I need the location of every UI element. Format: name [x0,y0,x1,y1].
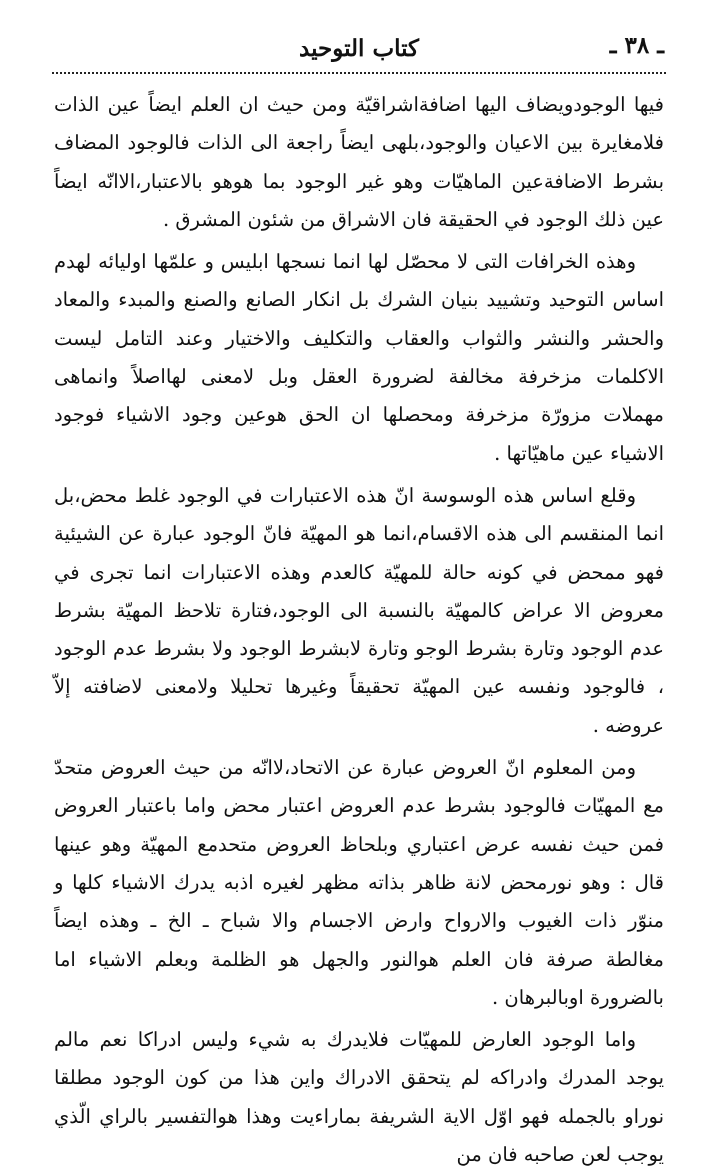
paragraph-1: فيها الوجودويضاف اليها اضافةاشراقيّة ومن حيث ان العلم ايضاً عين الذات فلامغايرة بين الاعيان والوجود،بلهى ايضاً راجعة الى الذات فالوجود المضاف بشرط الاضافةعين الماهيّات وهو غير الوجود بما هوهو بالاعتبار،الاانّه ايضاً عين ذلك الوجود في الحقيقة فان الاشراق من شئون المشرق . [54,93,664,231]
paragraph-5: واما الوجود العارض للمهيّات فلايدرك به شيء وليس ادراكا نعم مالم يوجد المدرك وادراكه لم يتحقق الادراك واين هذا من كون الوجود مطلقا نوراو بالجمله فهو اوّل الاية الشريفة بماراءيت وهذا هوالتفسير بالراي الّذي يوجب لعن صاحبه فان من [54,1028,664,1167]
paragraph-2: وهذه الخرافات التى لا محصّل لها انما نسجها ابليس و علمّها اوليائه لهدم اساس التوحيد وتشييد بنيان الشرك بل انكار الصانع والصنع والمبدء والمعاد والحشر والنشر والثواب والعقاب والتكليف والاختيار وعند التامل ليست الاكلمات مزخرفة مخالفة لضرورة العقل وبل لامعنى لهااصلاً وانماهى مهملات مزورّة مزخرفة ومحصلها ان الحق هوعين وجود الاشياء فوجود الاشياء عين ماهيّاتها . [54,250,664,465]
book-title: كتاب التوحيد [299,34,420,62]
paragraph-3: وقلع اساس هذه الوسوسة انّ هذه الاعتبارات في الوجود غلط محض،بل انما المنقسم الى هذه الاقسام،انما هو المهيّة فانّ الوجود عبارة عن الشيئية فهو ممحض في كونه حالة للمهيّة كالعدم وهذه الاعتبارات انما تجرى في معروض الا عراض كالمهيّة بالنسبة الى الوجود،فتارة تلاحظ المهيّة بشرط عدم الوجود وتارة بشرط الوجو وتارة لابشرط الوجود ولا بشرط عدم الوجود ، فالوجود ونفسه عين المهيّة تحقيقاً وغيرها تحليلا ولامعنى لاضافته إلاّ عروضه . [54,483,664,737]
dotted-header-divider [52,72,666,74]
paragraph-4: ومن المعلوم انّ العروض عبارة عن الاتحاد،لاانّه من حيث العروض متحدّ مع المهيّات فالوجود بشرط عدم العروض اعتبار محض واما باعتبار العروض فمن حيث نفسه عرض اعتباري وبلحاظ العروض متحدمع المهيّة وهو عينها قال : وهو نورمحض لانة ظاهر بذاته مظهر لغيره اذبه يدرك الاشياء كلها و منوّر ذات الغيوب والارواح وارض الاجسام والا شباح ـ الخ ـ وهذه ايضاً مغالطة صرفة فان العلم هوالنور والجهل هو الظلمة وبعلم الاشياء اما بالضرورة اوبالبرهان . [54,756,664,1009]
page-body-text [54,86,664,1174]
page-number: ـ ٣٨ ـ [609,32,664,59]
running-header [50,30,668,66]
